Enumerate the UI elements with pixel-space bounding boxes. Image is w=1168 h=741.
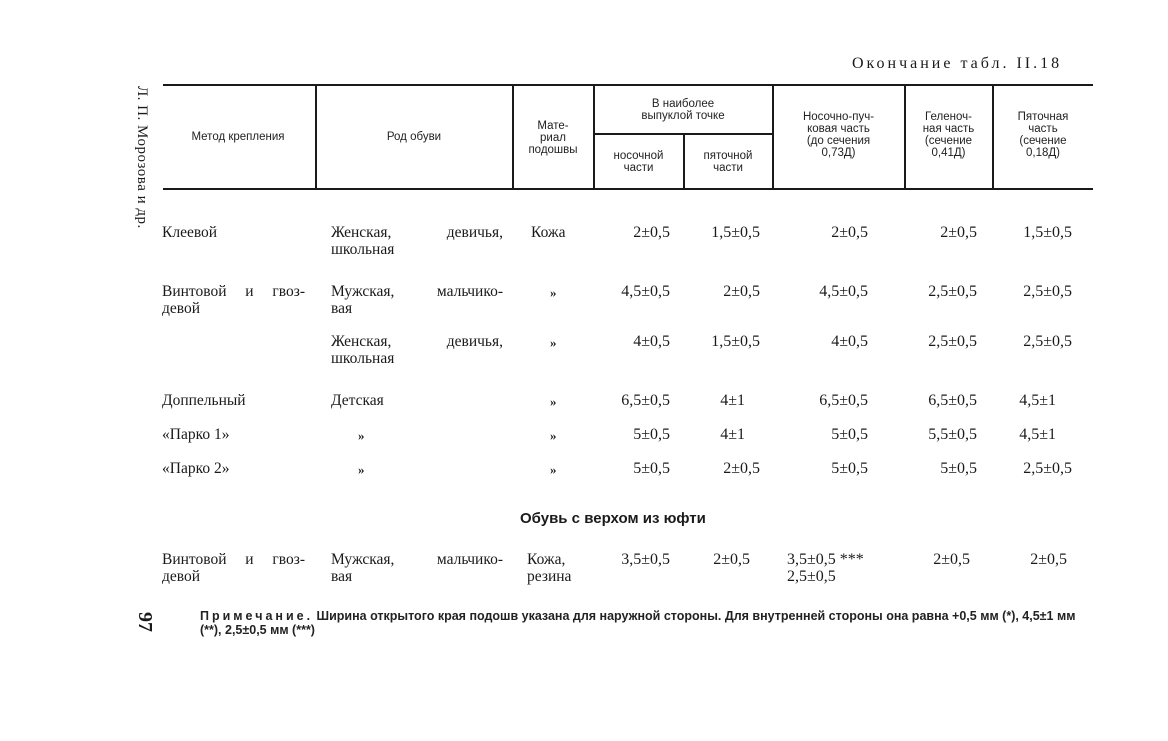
- value-heel-point: 1,5±0,5: [711, 333, 760, 350]
- value-toe-ball: 3,5±0,5 *** 2,5±0,5: [787, 551, 864, 585]
- value-toe-ball: 6,5±0,5: [819, 392, 868, 409]
- row-shoe-type: Женская, девичья, школьная: [331, 333, 503, 367]
- value-heel: 2,5±0,5: [1023, 460, 1072, 477]
- table-top-rule: [163, 84, 1093, 86]
- value-arch: 2±0,5: [940, 224, 977, 241]
- value-heel: 4,5±1: [1019, 392, 1056, 409]
- value-heel: 2±0,5: [1030, 551, 1067, 568]
- header-sole-material: Мате- риал подошвы: [528, 120, 578, 156]
- row-shoe-type: Мужская, мальчико- вая: [331, 283, 503, 317]
- value-heel: 2,5±0,5: [1023, 283, 1072, 300]
- value-toe-ball: 5±0,5: [831, 460, 868, 477]
- row-method: Доппельный: [162, 392, 246, 409]
- value-arch: 5±0,5: [940, 460, 977, 477]
- value-toe: 5±0,5: [633, 460, 670, 477]
- value-toe: 5±0,5: [633, 426, 670, 443]
- value-toe: 6,5±0,5: [621, 392, 670, 409]
- value-toe: 4,5±0,5: [621, 283, 670, 300]
- header-arch: Геленоч- ная часть (сечение 0,41Д): [922, 111, 975, 159]
- value-arch: 2,5±0,5: [928, 333, 977, 350]
- row-material: Кожа, резина: [527, 551, 572, 585]
- row-shoe-type: Детская: [331, 392, 384, 409]
- value-toe-ball: 2±0,5: [831, 224, 868, 241]
- value-heel-point: 2±0,5: [723, 283, 760, 300]
- value-heel: 2,5±0,5: [1023, 333, 1072, 350]
- value-toe-ball: 4±0,5: [831, 333, 868, 350]
- row-method: Винтовой и гвоз- девой: [162, 283, 305, 317]
- header-toe-part: носочной части: [613, 150, 664, 174]
- ditto-mark: »: [358, 428, 365, 443]
- ditto-mark: »: [550, 335, 557, 350]
- value-toe: 3,5±0,5: [621, 551, 670, 568]
- row-method: «Парко 2»: [162, 460, 230, 477]
- footnote: [200, 609, 1095, 637]
- row-shoe-type: Мужская, мальчико- вая: [331, 551, 503, 585]
- value-arch: 6,5±0,5: [928, 392, 977, 409]
- ditto-mark: »: [550, 428, 557, 443]
- header-heel-point: пяточной части: [703, 150, 753, 174]
- value-arch: 2,5±0,5: [928, 283, 977, 300]
- header-heel: Пяточная часть (сечение 0,18Д): [1017, 111, 1069, 159]
- header-convex-point: В наиболее выпуклой точке: [641, 98, 725, 122]
- value-toe-ball: 5±0,5: [831, 426, 868, 443]
- header-shoe-type: Род обуви: [386, 131, 442, 143]
- section-title: Обувь с верхом из юфти: [520, 510, 706, 527]
- value-heel: 4,5±1: [1019, 426, 1056, 443]
- value-heel: 1,5±0,5: [1023, 224, 1072, 241]
- page-number: 97: [134, 612, 156, 632]
- value-heel-point: 2±0,5: [713, 551, 750, 568]
- ditto-mark: »: [550, 285, 557, 300]
- header-method: Метод крепления: [191, 131, 285, 143]
- value-heel-point: 1,5±0,5: [711, 224, 760, 241]
- row-material: Кожа: [531, 224, 566, 241]
- header-toe-ball: Носочно-пуч- ковая часть (до сечения 0,73Д): [802, 111, 875, 159]
- value-heel-point: 4±1: [720, 392, 745, 409]
- table-header-bottom-rule: [163, 188, 1093, 190]
- footnote-lead: Примечание.: [200, 609, 314, 623]
- row-method: Клеевой: [162, 224, 218, 241]
- value-arch: 5,5±0,5: [928, 426, 977, 443]
- ditto-mark: »: [358, 462, 365, 477]
- spine-header: Л. П. Морозова и др.: [134, 86, 150, 229]
- value-toe: 4±0,5: [633, 333, 670, 350]
- value-heel-point: 4±1: [720, 426, 745, 443]
- ditto-mark: »: [550, 394, 557, 409]
- value-toe: 2±0,5: [633, 224, 670, 241]
- value-arch: 2±0,5: [933, 551, 970, 568]
- value-toe-ball: 4,5±0,5: [819, 283, 868, 300]
- ditto-mark: »: [550, 462, 557, 477]
- row-method: «Парко 1»: [162, 426, 230, 443]
- row-shoe-type: Женская, девичья, школьная: [331, 224, 503, 258]
- table-caption: Окончание табл. II.18: [852, 55, 1063, 72]
- value-heel-point: 2±0,5: [723, 460, 760, 477]
- footnote-text: Ширина открытого края подошв указана для наружной стороны. Для внутренней стороны она равна +0,5 мм (*), 4,5±1 мм (**), 2,5±0,5 мм (***): [200, 609, 1076, 637]
- row-method: Винтовой и гвоз- девой: [162, 551, 305, 585]
